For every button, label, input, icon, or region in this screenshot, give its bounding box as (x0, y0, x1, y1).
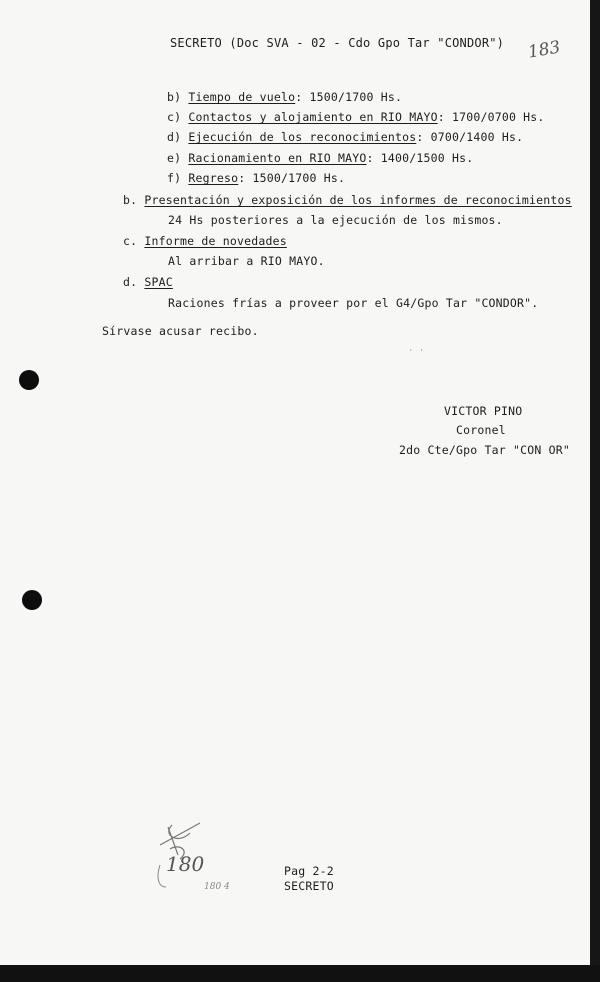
punch-hole-bottom (22, 590, 42, 610)
scan-edge-right (590, 0, 600, 982)
folio-handwritten: 183 (526, 37, 562, 63)
item-c: c) Contactos y alojamiento en RIO MAYO: 1700/0700 Hs. (167, 110, 545, 124)
paper-speck: · · (408, 346, 425, 356)
footer-classification: SECRETO (284, 879, 334, 893)
scan-edge-bottom (0, 965, 600, 982)
item-b: b) Tiempo de vuelo: 1500/1700 Hs. (167, 90, 403, 104)
section-d-heading: d. SPAC (123, 275, 173, 289)
signature-position: 2do Cte/Gpo Tar "CON OR" (399, 443, 570, 457)
section-b-heading: b. Presentación y exposición de los informes de reconocimientos (123, 193, 572, 207)
footer-page-number: Pag 2-2 (284, 864, 334, 878)
punch-hole-top (19, 370, 39, 390)
signature-name: VICTOR PINO (444, 404, 523, 418)
item-e: e) Racionamiento en RIO MAYO: 1400/1500 Hs. (167, 151, 474, 165)
signature-rank: Coronel (456, 423, 506, 437)
item-f: f) Regreso: 1500/1700 Hs. (167, 171, 346, 185)
handwritten-number: 180 (166, 852, 205, 876)
item-d: d) Ejecución de los reconocimientos: 0700/1400 Hs. (167, 130, 524, 144)
closing-text: Sírvase acusar recibo. (102, 324, 259, 338)
page-header: SECRETO (Doc SVA - 02 - Cdo Gpo Tar "CONDOR") (170, 36, 505, 50)
section-c-heading: c. Informe de novedades (123, 234, 287, 248)
handwritten-small-note: 180 4 (204, 882, 230, 892)
section-b-body: 24 Hs posteriores a la ejecución de los mismos. (168, 213, 503, 227)
section-d-body: Raciones frías a proveer por el G4/Gpo Tar "CONDOR". (168, 296, 539, 310)
section-c-body: Al arribar a RIO MAYO. (168, 254, 325, 268)
